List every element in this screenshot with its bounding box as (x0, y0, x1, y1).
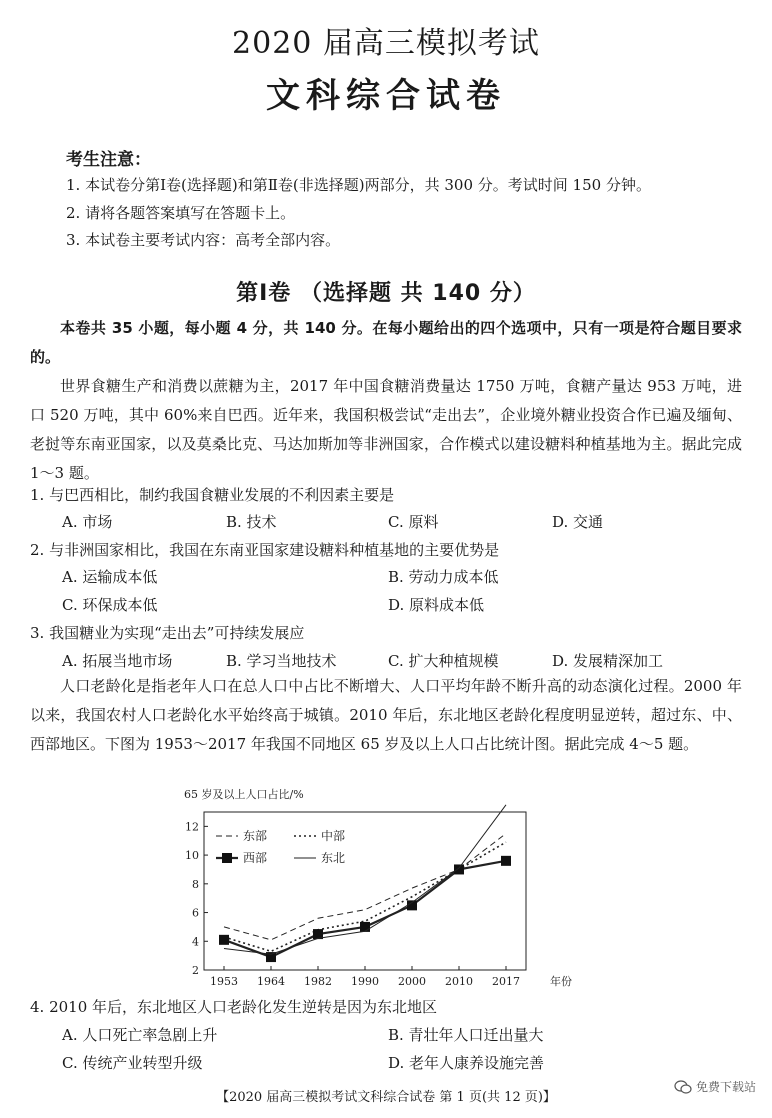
y-tick-label: 12 (185, 820, 199, 834)
watermark (674, 1078, 756, 1095)
legend-label-西部: 西部 (243, 851, 268, 865)
data-point-西部 (360, 922, 370, 932)
legend-label-东北: 东北 (321, 851, 346, 865)
exam-title: 2020 届高三模拟考试 (232, 26, 540, 61)
section-title: 第Ⅰ卷 （选择题 共 140 分） (236, 281, 536, 306)
question-4-option-a: A. 人口死亡率急剧上升 (62, 1026, 218, 1044)
legend-label-中部: 中部 (321, 829, 346, 843)
question-2-option-c: C. 环保成本低 (62, 596, 158, 614)
question-1-option-b: B. 技术 (226, 513, 277, 531)
question-2-option-b: B. 劳动力成本低 (388, 568, 499, 586)
y-tick-label: 4 (192, 935, 199, 949)
aging-line-chart (176, 786, 596, 996)
question-3-option-b: B. 学习当地技术 (226, 652, 337, 670)
notice-item: 1. 本试卷分第Ⅰ卷(选择题)和第Ⅱ卷(非选择题)两部分，共 300 分。考试时间 150 分钟。 (66, 176, 651, 194)
notice-item: 2. 请将各题答案填写在答题卡上。 (66, 204, 296, 222)
question-4-stem: 4. 2010 年后，东北地区人口老龄化发生逆转是因为东北地区 (30, 998, 438, 1016)
x-tick-label: 1964 (257, 975, 285, 988)
passage-aging: 人口老龄化是指老年人口在总人口中占比不断增大、人口平均年龄不断升高的动态演化过程。2000 年以来，我国农村人口老龄化水平始终高于城镇。2010 年后，东北地区老龄化程度明显逆转，超过东、中、西部地区。下图为 1953～2017 年我国不同地区 65 岁及以上人口占比统计图。据此完成 4～5 题。 (30, 677, 742, 753)
x-tick-label: 1990 (351, 975, 379, 988)
question-1-option-d: D. 交通 (552, 513, 604, 531)
question-3-option-a: A. 拓展当地市场 (62, 652, 173, 670)
x-tick-label: 2000 (398, 975, 426, 988)
notice-item: 3. 本试卷主要考试内容：高考全部内容。 (66, 231, 341, 249)
data-point-西部 (219, 935, 229, 945)
question-1-stem: 1. 与巴西相比，制约我国食糖业发展的不利因素主要是 (30, 486, 395, 504)
y-tick-label: 10 (185, 849, 199, 863)
legend-marker-西部 (222, 853, 232, 863)
question-2-option-a: A. 运输成本低 (62, 568, 158, 586)
x-tick-label: 1953 (210, 975, 238, 988)
question-3-stem: 3. 我国糖业为实现“走出去”可持续发展应 (30, 624, 305, 642)
x-tick-label: 2010 (445, 975, 473, 988)
question-3-option-c: C. 扩大种植规模 (388, 652, 499, 670)
page-footer: 【2020 届高三模拟考试文科综合试卷 第 1 页(共 12 页)】 (216, 1090, 556, 1105)
question-3-option-d: D. 发展精深加工 (552, 652, 664, 670)
exam-subtitle: 文科综合试卷 (266, 76, 506, 116)
y-axis-label: 65 岁及以上人口占比/% (184, 788, 304, 801)
question-4-option-b: B. 青壮年人口迁出量大 (388, 1026, 544, 1044)
wechat-icon (674, 1080, 692, 1094)
y-tick-label: 6 (192, 906, 199, 920)
question-4-option-d: D. 老年人康养设施完善 (388, 1054, 545, 1072)
x-axis-label: 年份 (550, 975, 572, 988)
data-point-西部 (454, 864, 464, 874)
notice-heading: 考生注意： (66, 150, 151, 170)
data-point-西部 (501, 856, 511, 866)
x-tick-label: 1982 (304, 975, 332, 988)
legend-label-东部: 东部 (243, 829, 268, 843)
question-2-option-d: D. 原料成本低 (388, 596, 485, 614)
question-2-stem: 2. 与非洲国家相比，我国在东南亚国家建设糖料种植基地的主要优势是 (30, 541, 500, 559)
question-1-option-a: A. 市场 (62, 513, 113, 531)
data-point-西部 (407, 900, 417, 910)
section-instructions: 本卷共 35 小题，每小题 4 分，共 140 分。在每小题给出的四个选项中，只有一项是符合题目要求的。 (30, 319, 742, 366)
watermark-text: 免费下载站 (695, 1080, 756, 1094)
series-line-西部 (224, 861, 506, 957)
passage-sugar: 世界食糖生产和消费以蔗糖为主，2017 年中国食糖消费量达 1750 万吨，食糖产量达 953 万吨，进口 520 万吨，其中 60%来自巴西。近年来，我国积极尝试“走出去”，企业境外糖业投资合作已遍及缅甸、老挝等东南亚国家，以及莫桑比克、马达加斯加等非洲国家，合作模式以建设糖料种植基地为主。据此完成 1～3 题。 (30, 377, 742, 482)
question-4-option-c: C. 传统产业转型升级 (62, 1054, 203, 1072)
y-tick-label: 8 (192, 877, 199, 891)
y-tick-label: 2 (192, 964, 199, 977)
x-tick-label: 2017 (492, 975, 520, 988)
question-1-option-c: C. 原料 (388, 513, 439, 531)
